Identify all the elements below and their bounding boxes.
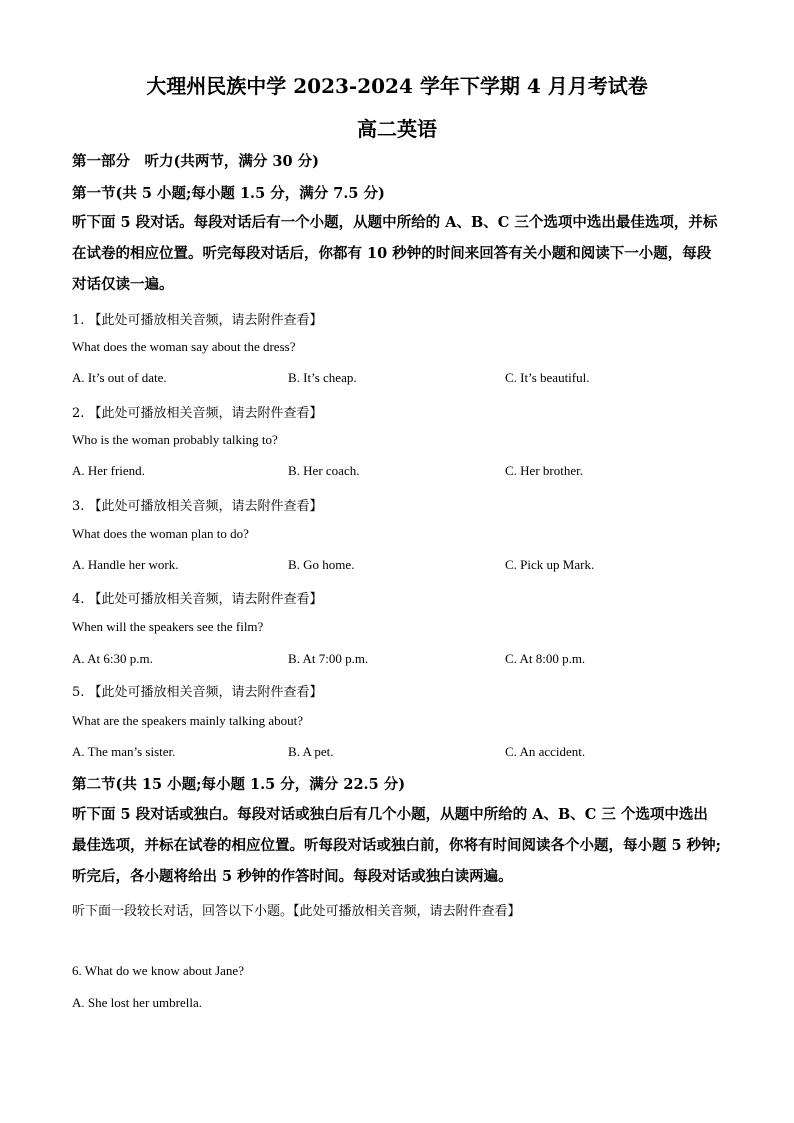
exam-title: 大理州民族中学 2023-2024 学年下学期 4 月月考试卷 — [146, 74, 648, 98]
question-3-audio-note: 3. 【此处可播放相关音频，请去附件查看】 — [72, 499, 323, 514]
option-a: A. It’s out of date. — [72, 370, 167, 385]
question-6-prompt: 6. What do we know about Jane? — [72, 963, 244, 978]
question-4-audio-note: 4. 【此处可播放相关音频，请去附件查看】 — [72, 592, 323, 607]
section2-instructions: 听下面 5 段对话或独白。每段对话或独白后有几个小题，从题中所给的 A、B、C 三 个选项中选出最佳选项，并标在试卷的相应位置。听每段对话或独白前，你将有时间阅读各个小题，每小题 5 秒钟;听完后，各小题将给出 5 秒钟的作答时间。每段对话或独白读两遍。 — [72, 806, 722, 885]
section1-heading: 第一节(共 5 小题;每小题 1.5 分，满分 7.5 分) — [72, 185, 385, 202]
question-1-prompt: What does the woman say about the dress? — [72, 339, 296, 354]
option-a: A. Her friend. — [72, 463, 145, 478]
option-b: B. It’s cheap. — [288, 370, 357, 385]
option-a: A. At 6:30 p.m. — [72, 651, 153, 666]
question-5-prompt: What are the speakers mainly talking about? — [72, 713, 304, 728]
option-c: C. At 8:00 p.m. — [505, 651, 586, 666]
section1-instructions: 听下面 5 段对话。每段对话后有一个小题，从题中所给的 A、B、C 三个选项中选出最佳选项，并标在试卷的相应位置。听完每段对话后，你都有 10 秒钟的时间来回答有关小题和阅读下一小题，每段对话仅读一遍。 — [72, 214, 718, 293]
option-b: B. A pet. — [288, 744, 334, 759]
section2-intro: 听下面一段较长对话，回答以下小题。【此处可播放相关音频，请去附件查看】 — [72, 904, 521, 919]
option-a: A. Handle her work. — [72, 557, 179, 572]
option-c: C. It’s beautiful. — [505, 370, 590, 385]
option-b: B. Her coach. — [288, 463, 360, 478]
section2-heading: 第二节(共 15 小题;每小题 1.5 分，满分 22.5 分) — [72, 776, 406, 793]
option-c: C. An accident. — [505, 744, 586, 759]
question-2-options — [72, 463, 722, 483]
part1-heading: 第一部分 听力(共两节，满分 30 分) — [72, 153, 319, 170]
question-1-audio-note: 1. 【此处可播放相关音频，请去附件查看】 — [72, 313, 323, 328]
exam-subtitle: 高二英语 — [357, 117, 437, 141]
question-1-options — [72, 370, 722, 390]
option-c: C. Her brother. — [505, 463, 583, 478]
question-4-options — [72, 651, 722, 671]
question-5-options — [72, 744, 722, 764]
question-5-audio-note: 5. 【此处可播放相关音频，请去附件查看】 — [72, 685, 323, 700]
question-2-audio-note: 2. 【此处可播放相关音频，请去附件查看】 — [72, 406, 323, 421]
question-2-prompt: Who is the woman probably talking to? — [72, 432, 278, 447]
question-3-options — [72, 557, 722, 577]
option-c: C. Pick up Mark. — [505, 557, 595, 572]
option-b: B. Go home. — [288, 557, 355, 572]
question-6-option-a: A. She lost her umbrella. — [72, 995, 202, 1010]
question-4-prompt: When will the speakers see the film? — [72, 619, 264, 634]
option-a: A. The man’s sister. — [72, 744, 176, 759]
question-3-prompt: What does the woman plan to do? — [72, 526, 249, 541]
option-b: B. At 7:00 p.m. — [288, 651, 369, 666]
